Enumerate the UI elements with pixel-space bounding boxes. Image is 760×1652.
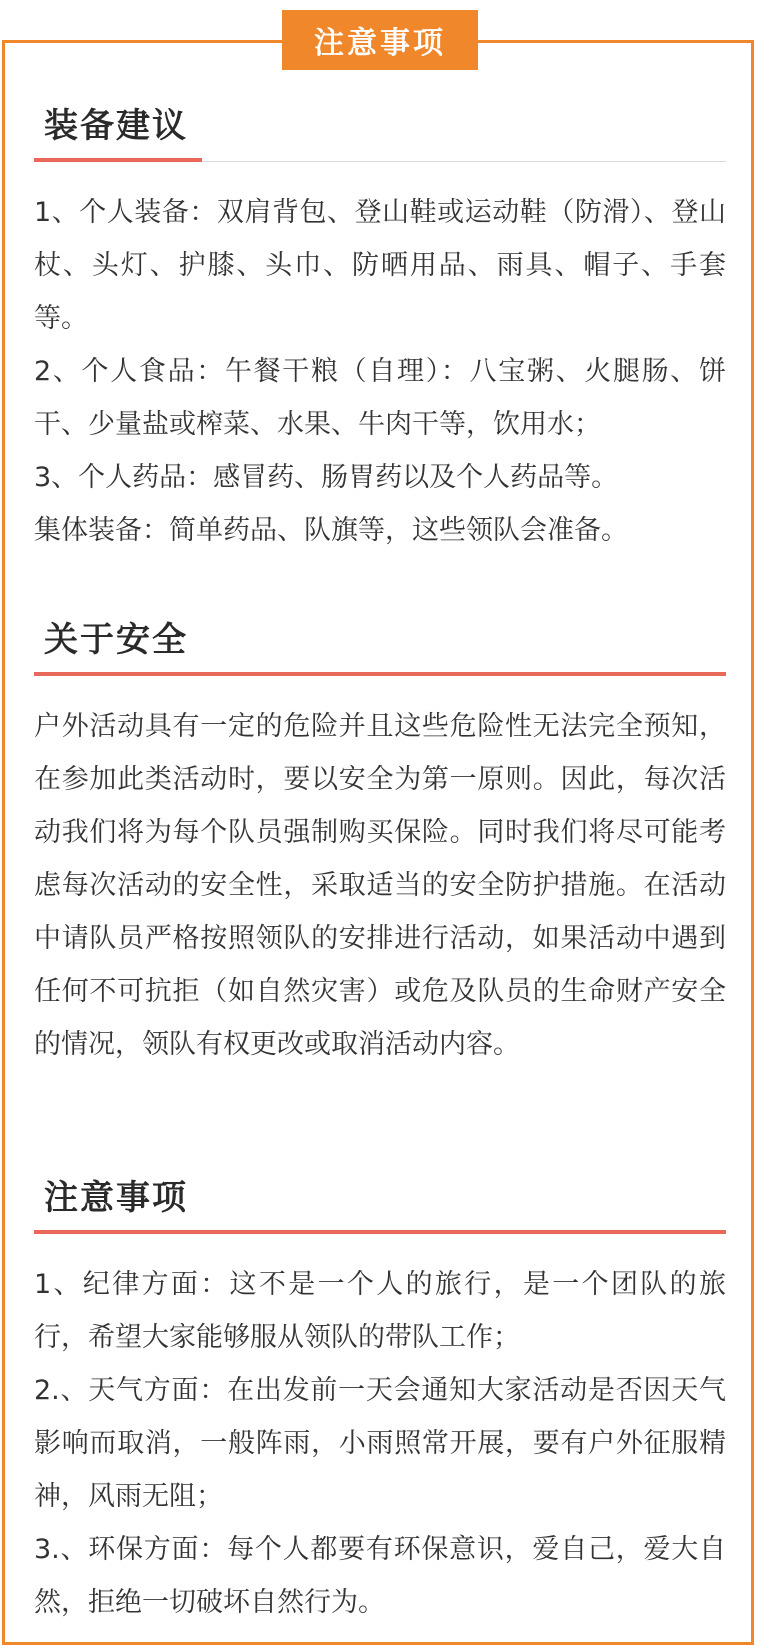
equipment-item-personal-food: 2、个人食品：午餐干粮（自理）：八宝粥、火腿肠、饼干、少量盐或榨菜、水果、牛肉干等，饮用水； (34, 356, 726, 440)
section-divider (34, 1230, 726, 1238)
notes-item-discipline: 1、纪律方面：这不是一个人的旅行，是一个团队的旅行，希望大家能够服从领队的带队工作； (34, 1269, 726, 1353)
section-notes (34, 1170, 726, 1629)
section-title-notes: 注意事项 (44, 1178, 188, 1218)
header-badge: 注意事项 (282, 10, 478, 70)
equipment-item-group-gear: 集体装备：简单药品、队旗等，这些领队会准备。 (34, 515, 628, 546)
section-divider (34, 672, 726, 680)
section-title-equipment: 装备建议 (44, 106, 188, 146)
section-title-safety: 关于安全 (44, 620, 188, 660)
equipment-item-personal-gear: 1、个人装备：双肩背包、登山鞋或运动鞋（防滑）、登山杖、头灯、护膝、头巾、防晒用品、雨具、帽子、手套等。 (34, 197, 726, 334)
equipment-item-personal-medicine: 3、个人药品：感冒药、肠胃药以及个人药品等。 (34, 462, 619, 493)
section-divider (34, 158, 726, 166)
safety-paragraph: 户外活动具有一定的危险并且这些危险性无法完全预知，在参加此类活动时，要以安全为第一原则。因此，每次活动我们将为每个队员强制购买保险。同时我们将尽可能考虑每次活动的安全性，采取适当的安全防护措施。在活动中请队员严格按照领队的安排进行活动，如果活动中遇到任何不可抗拒（如自然灾害）或危及队员的生命财产安全的情况，领队有权更改或取消活动内容。 (34, 711, 726, 1060)
notes-item-environment: 3.、环保方面：每个人都要有环保意识，爱自己，爱大自然，拒绝一切破坏自然行为。 (34, 1534, 726, 1618)
section-equipment (34, 98, 726, 557)
notes-item-weather: 2.、天气方面：在出发前一天会通知大家活动是否因天气影响而取消，一般阵雨，小雨照常开展，要有户外征服精神，风雨无阻； (34, 1375, 726, 1512)
section-safety (34, 612, 726, 1071)
